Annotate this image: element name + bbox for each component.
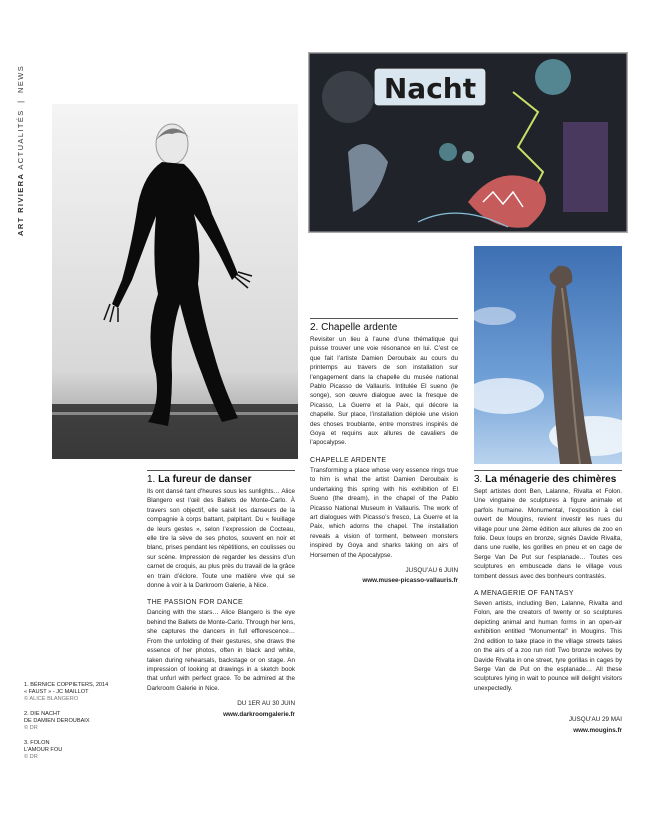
caption-3-subtitle: L’AMOUR FOU: [24, 747, 63, 753]
article-2-english-text: Transforming a place whose very essence rings true to him is what the artist Damien Deroubaix is undertaking this spring with his exhibition of El Sueno (the dream), in the chapel of the Pablo Picasso National Museum in Vallauris. The work of art dialogues with Picasso’s fresco, La Guerre et la Paix, which adorns the chapel. The installation reveals a vision of torment, between monsters inspired by Goya and sharks taking on airs of Horsemen of the Apocalypse.: [310, 466, 458, 559]
article-1-title: La fureur de danser: [158, 474, 252, 485]
article-2-url[interactable]: www.musee-picasso-vallauris.fr: [362, 577, 458, 585]
nacht-painting-photo: [308, 52, 628, 233]
section-brand: ART RIVIERA: [16, 172, 25, 236]
caption-2: [24, 711, 134, 732]
section-label: [16, 65, 25, 236]
article-2-dates: JUSQU’AU 6 JUIN: [405, 566, 458, 574]
caption-2-subtitle: DE DAMIEN DEROUBAIX: [24, 718, 90, 724]
article-1-dates: DU 1ER AU 30 JUIN: [237, 700, 295, 708]
caption-2-title: DIE NACHT: [30, 711, 61, 717]
article-1: [147, 470, 295, 719]
section-part-2: NEWS: [16, 64, 25, 93]
article-1-number: 1.: [147, 474, 156, 485]
caption-3: [24, 740, 134, 761]
caption-3-credit: © DR: [24, 754, 38, 760]
article-2-title: Chapelle ardente: [321, 322, 398, 333]
article-3: [474, 470, 622, 735]
caption-2-credit: © DR: [24, 725, 38, 731]
caption-3-title: FOLON: [30, 740, 50, 746]
caption-1-title: BÉRNICE COPPIETERS, 2014: [30, 682, 109, 688]
article-2: [310, 318, 458, 586]
article-1-english-text: Dancing with the stars… Alice Blangero is the eye behind the Ballets de Monte-Carlo. Through her lens, she captures the dancers in full efflorescence… From the unfolding of their gestures, she draws the essence of her photos, often in black and white, taken during rehearsals, backstage or on stage. An impression of looking at drawings in a sketch book that unfurl with perfect grace. To be admired at the Darkroom Galerie in Nice.: [147, 609, 295, 692]
article-2-heading: [310, 318, 458, 334]
article-1-english-title: THE PASSION FOR DANCE: [147, 599, 244, 607]
article-3-url[interactable]: www.mougins.fr: [573, 726, 622, 734]
caption-1-number: 1.: [24, 682, 29, 688]
article-3-english-title: A MENAGERIE OF FANTASY: [474, 590, 574, 598]
article-2-english-title: CHAPELLE ARDENTE: [310, 456, 387, 464]
article-1-url[interactable]: www.darkroomgalerie.fr: [223, 710, 295, 718]
article-3-dates: JUSQU’AU 29 MAI: [568, 716, 622, 724]
article-1-french-text: Ils ont dansé tant d’heures sous les sunlights… Alice Blangero est l’œil des Ballets de Monte-Carlo. À travers son objectif, elle saisit les danseurs de la compagnie à corps battant, palpitant. Du « feuillage de leurs gestes », selon l’expression de Cocteau, elle tire la sève de ses photos, souvent en noir et blanc, prises pendant les répétitions, en coulisses ou sur scène. Impression de regarder les dessins d’un carnet de croquis, au plus près du travail de la grâce en train d’éclore. Toute une matière vive qui se donne à voir à la Darkroom Galerie, à Nice.: [147, 488, 295, 590]
section-part-1: ACTUALITÉS: [16, 109, 25, 170]
section-divider: |: [16, 99, 25, 103]
caption-1: [24, 682, 134, 703]
article-1-heading: [147, 470, 295, 486]
caption-2-number: 2.: [24, 711, 29, 717]
article-3-title: La ménagerie des chimères: [485, 474, 617, 485]
dancer-photo: [52, 104, 298, 459]
article-3-english-text: Seven artists, including Ben, Lalanne, Rivalta and Folon, are the creators of twenty or so sculptures depicting animal and human forms in an open-air exhibition entitled “Monumental” in Mougins. This 2nd edition to take place in the village streets takes on the airs of a zoo run riot! Two bronze wolves by Davide Rivalta in one street, tyre gorillas in cages by Serge Van de Put on the esplanade… All these sculptures lying in wait to pounce will delight visitors unexpectedly.: [474, 600, 622, 692]
sculpture-photo: [474, 246, 622, 464]
poster-title: Nacht: [383, 72, 477, 105]
caption-1-subtitle: « FAUST » - JC MAILLOT: [24, 689, 89, 695]
article-3-french-text: Sept artistes dont Ben, Lalanne, Rivalta et Folon. Une vingtaine de sculptures à figure animale et parfois humaine. Monumental, l’exposition à ciel ouvert de Mougins, revient investir les rues du village pour une 2ème édition aux allures de zoo en folie. Deux loups en bronze, signés Davide Rivalta, dans une ruelle, les gorilles en pneu et en cage de Serge Van De Put sur l’esplanade… Toutes ces sculptures en embuscade dans le village vous tombent dessus avec des bonheurs contrastés.: [474, 488, 622, 580]
caption-3-number: 3.: [24, 740, 29, 746]
article-3-heading: [474, 470, 622, 486]
caption-1-credit: © ALICE BLANGERO: [24, 696, 79, 702]
article-2-number: 2.: [310, 322, 319, 333]
article-3-number: 3.: [474, 474, 483, 485]
article-2-french-text: Revisiter un lieu à l’aune d’une thématique qui puisse trouver une voie résonance en lui. C’est ce que fait l’artiste Damien Deroubaix au cours du printemps au travers de son installation sur l’engagement dans la chapelle du musée national Pablo Picasso de Vallauris. Intitulée El sueno (le songe), son œuvre dialogue avec la fresque de Picasso, La Guerre et la Paix, qui décore la chapelle. Sur place, l’installation déploie une vision des choses troublante, entre monstres inspirés de Goya et requins aux allures de cavaliers de l’apocalypse.: [310, 336, 458, 447]
photo-captions: [24, 682, 134, 769]
